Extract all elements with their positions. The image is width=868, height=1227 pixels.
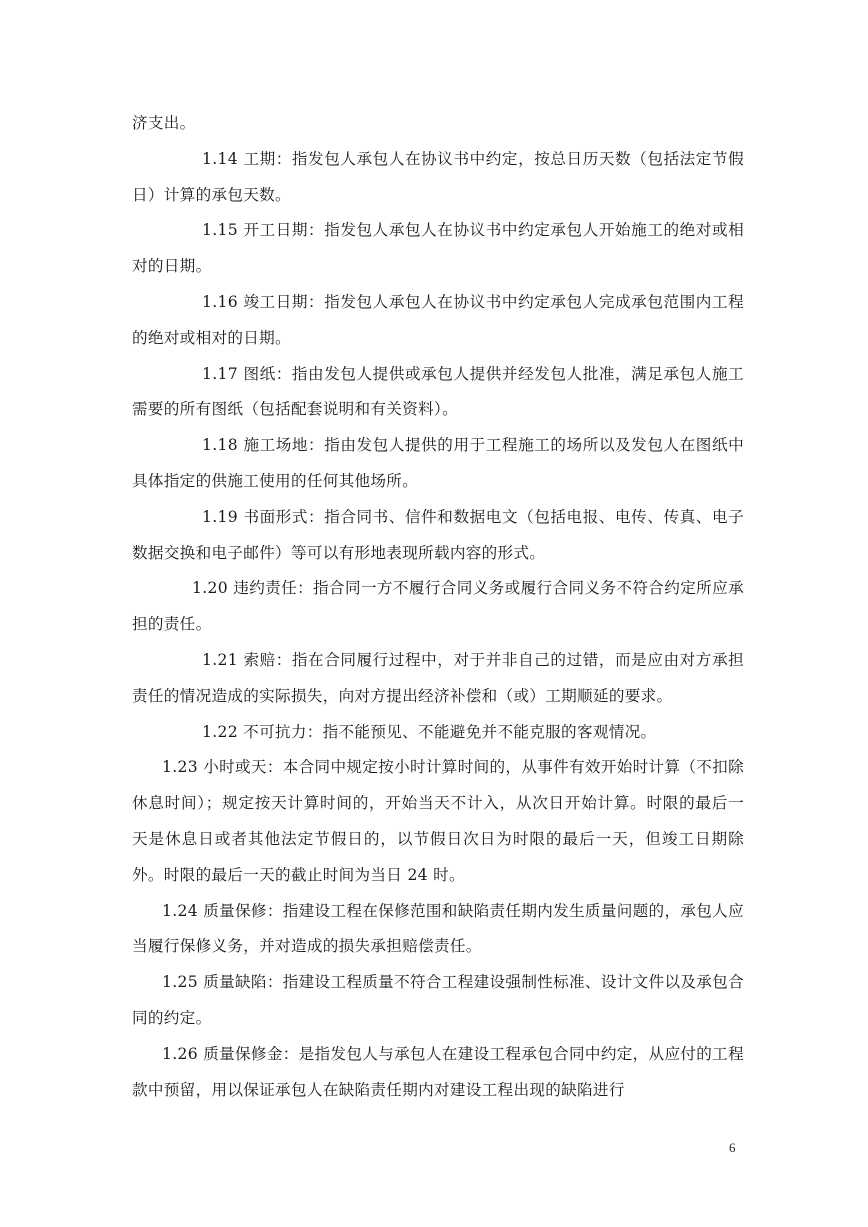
paragraph-1-15: 1.15 开工日期：指发包人承包人在协议书中约定承包人开始施工的绝对或相对的日期。 <box>132 221 744 276</box>
paragraph-1-17: 1.17 图纸：指由发包人提供或承包人提供并经发包人批准，满足承包人施工需要的所有图纸（包括配套说明和有关资料）。 <box>132 364 744 419</box>
paragraph-1-24: 1.24 质量保修：指建设工程在保修范围和缺陷责任期内发生质量问题的，承包人应当履行保修义务，并对造成的损失承担赔偿责任。 <box>132 901 744 956</box>
paragraph-1-23: 1.23 小时或天：本合同中规定按小时计算时间的，从事件有效开始时计算（不扣除休息时间）；规定按天计算时间的，开始当天不计入，从次日开始计算。时限的最后一天是休息日或者其他法定节假日的，以节假日次日为时限的最后一天，但竣工日期除外。时限的最后一天的截止时间为当日 24 时。 <box>132 758 744 884</box>
paragraph-1-25: 1.25 质量缺陷：指建设工程质量不符合工程建设强制性标准、设计文件以及承包合同的约定。 <box>132 973 744 1027</box>
page-number: 6 <box>729 1140 736 1155</box>
paragraph-1-22: 1.22 不可抗力：指不能预见、不能避免并不能克服的客观情况。 <box>202 722 657 741</box>
paragraph-1-21: 1.21 索赔：指在合同履行过程中，对于并非自己的过错，而是应由对方承担责任的情况造成的实际损失，向对方提出经济补偿和（或）工期顺延的要求。 <box>132 650 744 705</box>
paragraph-1-26: 1.26 质量保修金：是指发包人与承包人在建设工程承包合同中约定，从应付的工程款中预留，用以保证承包人在缺陷责任期内对建设工程出现的缺陷进行 <box>132 1044 744 1099</box>
paragraph-1-19: 1.19 书面形式：指合同书、信件和数据电文（包括电报、电传、传真、电子数据交换和电子邮件）等可以有形地表现所载内容的形式。 <box>132 507 744 562</box>
paragraph-1-14: 1.14 工期：指发包人承包人在协议书中约定，按总日历天数（包括法定节假日）计算的承包天数。 <box>132 149 744 204</box>
paragraph-1-16: 1.16 竣工日期：指发包人承包人在协议书中约定承包人完成承包范围内工程的绝对或相对的日期。 <box>132 292 744 347</box>
document-body <box>132 106 744 1108</box>
paragraph-1-18: 1.18 施工场地：指由发包人提供的用于工程施工的场所以及发包人在图纸中具体指定的供施工使用的任何其他场所。 <box>132 436 744 490</box>
paragraph-continuation: 济支出。 <box>132 114 196 132</box>
paragraph-1-20: 1.20 违约责任：指合同一方不履行合同义务或履行合同义务不符合约定所应承担的责任。 <box>132 579 744 634</box>
